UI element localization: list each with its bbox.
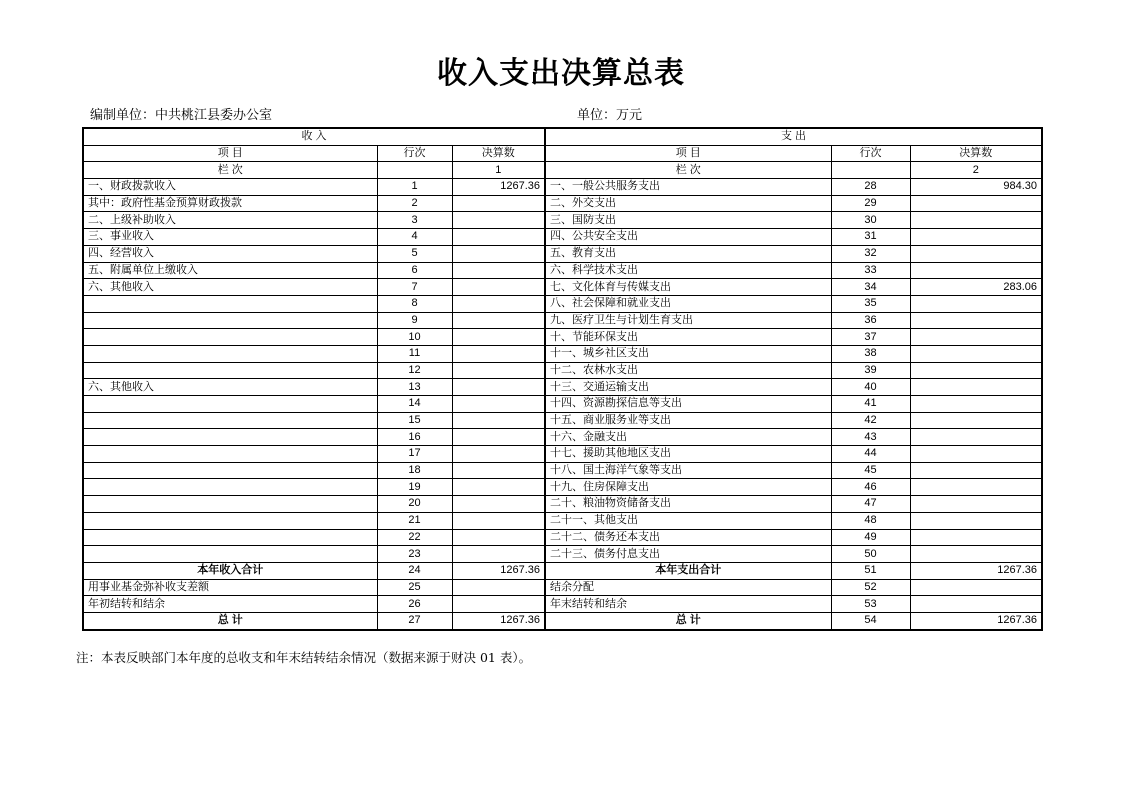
income-amount (452, 345, 545, 362)
expense-amount (910, 579, 1042, 596)
unit-label: 单位：万元 (577, 108, 643, 123)
expense-row-no: 43 (831, 429, 910, 446)
income-amount (452, 596, 545, 613)
income-item (83, 546, 377, 563)
income-row-no: 24 (377, 562, 452, 579)
expense-amount-header: 决算数 (910, 145, 1042, 162)
income-item (83, 295, 377, 312)
expense-amount (910, 345, 1042, 362)
expense-amount (910, 362, 1042, 379)
income-row-no: 23 (377, 546, 452, 563)
income-row-no: 7 (377, 279, 452, 296)
income-row-no: 26 (377, 596, 452, 613)
org-label: 编制单位：中共桃江县委办公室 (90, 108, 273, 123)
income-amount (452, 362, 545, 379)
income-item (83, 312, 377, 329)
expense-row-no: 39 (831, 362, 910, 379)
expense-item: 二、外交支出 (545, 195, 831, 212)
income-row-no: 22 (377, 529, 452, 546)
expense-amount (910, 262, 1042, 279)
expense-amount (910, 429, 1042, 446)
income-amount (452, 279, 545, 296)
expense-amount (910, 245, 1042, 262)
income-item: 总 计 (83, 612, 377, 629)
income-item (83, 512, 377, 529)
expense-amount: 984.30 (910, 179, 1042, 196)
income-row-no: 19 (377, 479, 452, 496)
table-row (83, 412, 1042, 429)
income-amount (452, 512, 545, 529)
expense-amount (910, 229, 1042, 246)
income-item: 四、经营收入 (83, 245, 377, 262)
table-row (83, 245, 1042, 262)
income-amount (452, 245, 545, 262)
table-body (83, 179, 1042, 630)
table-row (83, 195, 1042, 212)
expense-item: 十二、农林水支出 (545, 362, 831, 379)
income-amount (452, 212, 545, 229)
expense-amount (910, 295, 1042, 312)
table-row (83, 262, 1042, 279)
income-row-no: 12 (377, 362, 452, 379)
income-amount (452, 396, 545, 413)
summary-table (82, 127, 1043, 631)
income-item (83, 362, 377, 379)
table-row (83, 579, 1042, 596)
expense-amount (910, 496, 1042, 513)
expense-item: 五、教育支出 (545, 245, 831, 262)
income-row-no: 17 (377, 446, 452, 463)
income-row-no: 2 (377, 195, 452, 212)
expense-rowno-header: 行次 (831, 145, 910, 162)
expense-row-no: 52 (831, 579, 910, 596)
table-row (83, 229, 1042, 246)
expense-row-no: 44 (831, 446, 910, 463)
income-amount (452, 379, 545, 396)
table-row (83, 562, 1042, 579)
income-amount: 1267.36 (452, 179, 545, 196)
expense-row-no: 40 (831, 379, 910, 396)
expense-item: 十七、援助其他地区支出 (545, 446, 831, 463)
expense-item: 二十一、其他支出 (545, 512, 831, 529)
expense-row-no: 36 (831, 312, 910, 329)
expense-amount (910, 379, 1042, 396)
income-item (83, 329, 377, 346)
table-row (83, 546, 1042, 563)
expense-row-no: 37 (831, 329, 910, 346)
income-amount (452, 479, 545, 496)
expense-section-header: 支 出 (545, 128, 1042, 145)
income-item (83, 345, 377, 362)
income-row-no: 10 (377, 329, 452, 346)
income-amount (452, 546, 545, 563)
expense-row-no: 29 (831, 195, 910, 212)
table-row (83, 479, 1042, 496)
expense-row-no: 49 (831, 529, 910, 546)
expense-row-no: 46 (831, 479, 910, 496)
expense-row-no: 32 (831, 245, 910, 262)
expense-amount (910, 212, 1042, 229)
table-row (83, 462, 1042, 479)
expense-amount (910, 396, 1042, 413)
income-row-no: 3 (377, 212, 452, 229)
expense-item: 十五、商业服务业等支出 (545, 412, 831, 429)
expense-item: 二十二、债务还本支出 (545, 529, 831, 546)
expense-item: 十一、城乡社区支出 (545, 345, 831, 362)
income-row-no: 4 (377, 229, 452, 246)
expense-item: 四、公共安全支出 (545, 229, 831, 246)
expense-item: 十三、交通运输支出 (545, 379, 831, 396)
expense-amount: 1267.36 (910, 612, 1042, 629)
income-item (83, 396, 377, 413)
income-row-no: 27 (377, 612, 452, 629)
table-row (83, 295, 1042, 312)
expense-row-no: 33 (831, 262, 910, 279)
column-index-row (83, 162, 1042, 179)
expense-item: 三、国防支出 (545, 212, 831, 229)
expense-col-label: 栏 次 (545, 162, 831, 179)
income-item: 三、事业收入 (83, 229, 377, 246)
income-row-no: 6 (377, 262, 452, 279)
table-row (83, 345, 1042, 362)
income-item: 六、其他收入 (83, 379, 377, 396)
table-row (83, 279, 1042, 296)
income-row-no: 9 (377, 312, 452, 329)
table-row (83, 329, 1042, 346)
expense-row-no: 54 (831, 612, 910, 629)
income-item (83, 446, 377, 463)
income-amount (452, 462, 545, 479)
expense-row-no: 31 (831, 229, 910, 246)
income-item (83, 429, 377, 446)
income-amount: 1267.36 (452, 562, 545, 579)
expense-amount (910, 479, 1042, 496)
expense-row-no: 51 (831, 562, 910, 579)
expense-item: 十八、国土海洋气象等支出 (545, 462, 831, 479)
expense-amount (910, 412, 1042, 429)
expense-item: 七、文化体育与传媒支出 (545, 279, 831, 296)
table-row (83, 212, 1042, 229)
income-row-no: 18 (377, 462, 452, 479)
income-item: 二、上级补助收入 (83, 212, 377, 229)
table-row (83, 496, 1042, 513)
table-row (83, 529, 1042, 546)
expense-item: 六、科学技术支出 (545, 262, 831, 279)
table-row (83, 379, 1042, 396)
income-row-no: 11 (377, 345, 452, 362)
expense-row-no: 28 (831, 179, 910, 196)
expense-amount (910, 312, 1042, 329)
table-row (83, 429, 1042, 446)
expense-amount (910, 512, 1042, 529)
income-item: 一、财政拨款收入 (83, 179, 377, 196)
income-amount (452, 429, 545, 446)
expense-row-no: 47 (831, 496, 910, 513)
income-row-no: 16 (377, 429, 452, 446)
income-row-no: 14 (377, 396, 452, 413)
expense-amount (910, 546, 1042, 563)
income-amount: 1267.36 (452, 612, 545, 629)
expense-amount: 283.06 (910, 279, 1042, 296)
income-row-no: 13 (377, 379, 452, 396)
expense-amount (910, 462, 1042, 479)
income-item (83, 496, 377, 513)
expense-row-no: 48 (831, 512, 910, 529)
income-amount (452, 195, 545, 212)
expense-row-no: 35 (831, 295, 910, 312)
income-section-header: 收 入 (83, 128, 545, 145)
income-amount-header: 决算数 (452, 145, 545, 162)
expense-item: 一、一般公共服务支出 (545, 179, 831, 196)
expense-amount (910, 446, 1042, 463)
expense-row-no: 34 (831, 279, 910, 296)
table-row (83, 396, 1042, 413)
expense-item: 结余分配 (545, 579, 831, 596)
expense-item: 二十、粮油物资储备支出 (545, 496, 831, 513)
income-item: 年初结转和结余 (83, 596, 377, 613)
expense-col-index: 2 (910, 162, 1042, 179)
expense-row-no: 30 (831, 212, 910, 229)
expense-amount (910, 596, 1042, 613)
expense-item: 八、社会保障和就业支出 (545, 295, 831, 312)
table-row (83, 512, 1042, 529)
income-amount (452, 529, 545, 546)
page-title: 收入支出决算总表 (437, 56, 685, 91)
income-row-no: 8 (377, 295, 452, 312)
income-amount (452, 446, 545, 463)
income-col-index: 1 (452, 162, 545, 179)
income-rowno-header: 行次 (377, 145, 452, 162)
income-row-no: 21 (377, 512, 452, 529)
table-row (83, 362, 1042, 379)
income-col-label: 栏 次 (83, 162, 377, 179)
income-amount (452, 312, 545, 329)
expense-item: 总 计 (545, 612, 831, 629)
section-header-row (83, 128, 1042, 145)
expense-amount (910, 529, 1042, 546)
income-col-blank (377, 162, 452, 179)
expense-item: 本年支出合计 (545, 562, 831, 579)
income-row-no: 15 (377, 412, 452, 429)
table-row (83, 312, 1042, 329)
expense-item-header: 项 目 (545, 145, 831, 162)
income-amount (452, 412, 545, 429)
expense-item: 九、医疗卫生与计划生育支出 (545, 312, 831, 329)
income-item: 用事业基金弥补收支差额 (83, 579, 377, 596)
income-item-header: 项 目 (83, 145, 377, 162)
expense-amount (910, 195, 1042, 212)
income-item: 其中：政府性基金预算财政拨款 (83, 195, 377, 212)
income-row-no: 20 (377, 496, 452, 513)
income-amount (452, 496, 545, 513)
footnote: 注：本表反映部门本年度的总收支和年末结转结余情况（数据来源于财决 01 表）。 (76, 650, 532, 665)
expense-row-no: 45 (831, 462, 910, 479)
expense-item: 年末结转和结余 (545, 596, 831, 613)
income-item: 本年收入合计 (83, 562, 377, 579)
table-row (83, 446, 1042, 463)
income-amount (452, 229, 545, 246)
table-row (83, 596, 1042, 613)
income-item (83, 529, 377, 546)
income-item (83, 412, 377, 429)
income-row-no: 1 (377, 179, 452, 196)
income-item: 五、附属单位上缴收入 (83, 262, 377, 279)
table-row (83, 612, 1042, 629)
income-item (83, 462, 377, 479)
expense-row-no: 50 (831, 546, 910, 563)
expense-amount (910, 329, 1042, 346)
column-header-row (83, 145, 1042, 162)
expense-item: 十四、资源勘探信息等支出 (545, 396, 831, 413)
table-row (83, 179, 1042, 196)
expense-row-no: 41 (831, 396, 910, 413)
expense-item: 十、节能环保支出 (545, 329, 831, 346)
income-amount (452, 579, 545, 596)
expense-row-no: 38 (831, 345, 910, 362)
expense-item: 二十三、债务付息支出 (545, 546, 831, 563)
expense-item: 十六、金融支出 (545, 429, 831, 446)
expense-row-no: 42 (831, 412, 910, 429)
income-amount (452, 329, 545, 346)
income-row-no: 5 (377, 245, 452, 262)
income-item (83, 479, 377, 496)
expense-amount: 1267.36 (910, 562, 1042, 579)
income-amount (452, 262, 545, 279)
expense-col-blank (831, 162, 910, 179)
income-item: 六、其他收入 (83, 279, 377, 296)
expense-row-no: 53 (831, 596, 910, 613)
expense-item: 十九、住房保障支出 (545, 479, 831, 496)
income-row-no: 25 (377, 579, 452, 596)
income-amount (452, 295, 545, 312)
